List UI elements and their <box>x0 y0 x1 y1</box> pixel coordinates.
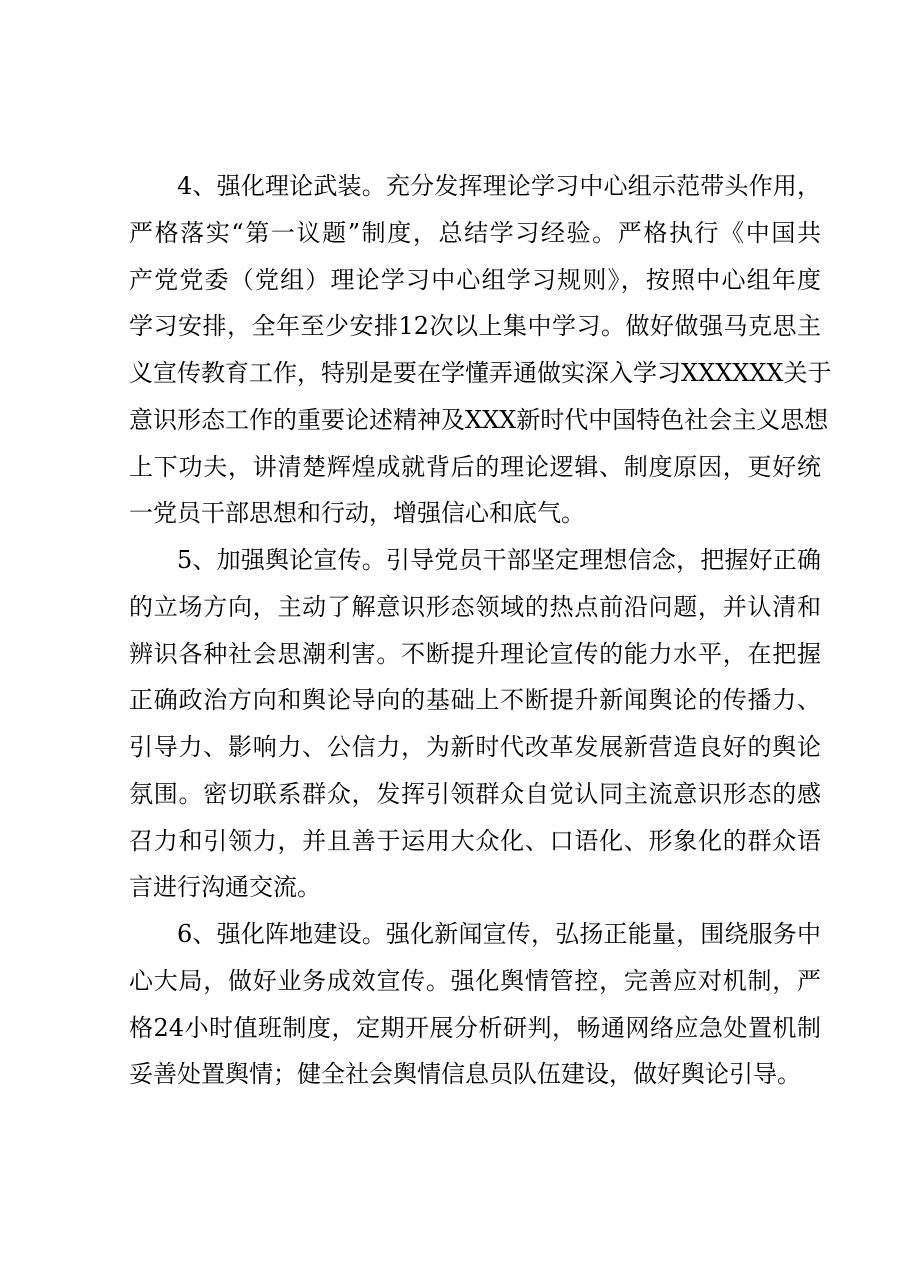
paragraph-line: 言进行沟通交流。 <box>129 873 321 902</box>
paragraph-line: 辨识各种社会思潮利害。不断提升理论宣传的能力水平，在把握 <box>129 639 821 668</box>
paragraph-line: 格24小时值班制度，定期开展分析研判，畅通网络应急处置机制 <box>129 1013 821 1042</box>
paragraph-line: 正确政治方向和舆论导向的基础上不断提升新闻舆论的传播力、 <box>129 686 821 715</box>
paragraph-6-position-building <box>129 911 821 1098</box>
document-body <box>129 163 832 1098</box>
paragraph-line: 一党员干部思想和行动，增强信心和底气。 <box>129 499 585 528</box>
paragraph-4-strengthen-theory <box>129 163 832 537</box>
paragraph-line: 妥善处置舆情；健全社会舆情信息员队伍建设，做好舆论引导。 <box>129 1060 801 1089</box>
paragraph-line: 义宣传教育工作，特别是要在学懂弄通做实深入学习XXXXXX关于 <box>129 359 832 387</box>
paragraph-line: 意识形态工作的重要论述精神及XXX新时代中国特色社会主义思想 <box>129 405 829 434</box>
paragraph-line: 学习安排，全年至少安排12次以上集中学习。做好做强马克思主 <box>129 312 821 341</box>
paragraph-line: 6、强化阵地建设。强化新闻宣传，弘扬正能量，围绕服务中 <box>177 920 821 948</box>
paragraph-line: 5、加强舆论宣传。引导党员干部坚定理想信念，把握好正确 <box>177 546 821 574</box>
paragraph-5-public-opinion <box>129 537 821 911</box>
paragraph-line: 的立场方向，主动了解意识形态领域的热点前沿问题，并认清和 <box>129 592 821 621</box>
paragraph-line: 召力和引领力，并且善于运用大众化、口语化、形象化的群众语 <box>129 826 821 855</box>
paragraph-line: 上下功夫，讲清楚辉煌成就背后的理论逻辑、制度原因，更好统 <box>129 452 821 481</box>
paragraph-line: 氛围。密切联系群众，发挥引领群众自觉认同主流意识形态的感 <box>129 779 821 808</box>
paragraph-line: 4、强化理论武装。充分发挥理论学习中心组示范带头作用， <box>177 172 821 200</box>
paragraph-line: 引导力、影响力、公信力，为新时代改革发展新营造良好的舆论 <box>129 733 821 761</box>
paragraph-line: 产党党委（党组）理论学习中心组学习规则》，按照中心组年度 <box>129 265 821 294</box>
paragraph-line: 严格落实“第一议题”制度，总结学习经验。严格执行《中国共 <box>129 218 821 247</box>
paragraph-line: 心大局，做好业务成效宣传。强化舆情管控，完善应对机制，严 <box>129 966 821 995</box>
